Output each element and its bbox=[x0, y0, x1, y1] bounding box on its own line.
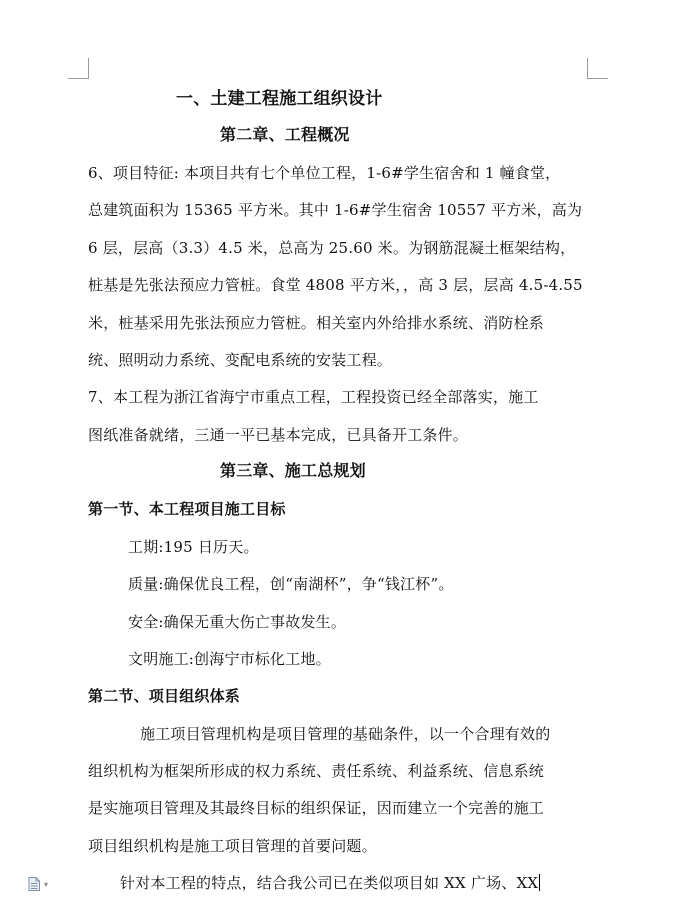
document-icon[interactable] bbox=[28, 877, 40, 891]
goal-item: 安全:确保无重大伤亡事故发生。 bbox=[128, 613, 347, 631]
section-heading: 第二节、项目组织体系 bbox=[88, 687, 241, 705]
paragraph-line: 6、项目特征: 本项目共有七个单位工程，1-6#学生宿舍和 1 幢食堂， bbox=[88, 164, 561, 182]
paragraph-line-with-cursor[interactable] bbox=[120, 873, 540, 893]
goal-item: 文明施工:创海宁市标化工地。 bbox=[128, 650, 331, 668]
paragraph-line: 是实施项目管理及其最终目标的组织保证，因而建立一个完善的施工 bbox=[88, 799, 545, 817]
paragraph-line: 施工项目管理机构是项目管理的基础条件，以一个合理有效的 bbox=[140, 725, 551, 743]
crop-mark-top-right bbox=[587, 58, 608, 79]
section-heading: 第一节、本工程项目施工目标 bbox=[88, 500, 286, 518]
paragraph-text: 针对本工程的特点，结合我公司已在类似项目如 XX 广场、XX bbox=[120, 874, 539, 892]
paragraph-line: 项目组织机构是施工项目管理的首要问题。 bbox=[88, 837, 377, 855]
crop-mark-top-left bbox=[68, 58, 89, 79]
paragraph-line: 桩基是先张法预应力管桩。食堂 4808 平方米，，高 3 层，层高 4.5-4.55 bbox=[88, 276, 583, 294]
document-title: 一、土建工程施工组织设计 bbox=[176, 89, 383, 109]
paragraph-line: 统、照明动力系统、变配电系统的安装工程。 bbox=[88, 351, 393, 369]
text-cursor bbox=[539, 874, 540, 891]
goal-item: 工期:195 日历天。 bbox=[128, 538, 259, 556]
chevron-down-icon[interactable]: ▾ bbox=[44, 880, 49, 889]
chapter-heading: 第三章、施工总规划 bbox=[220, 461, 366, 480]
chapter-heading: 第二章、工程概况 bbox=[220, 125, 350, 144]
goal-item: 质量:确保优良工程，创“南湖杯”，争“钱江杯”。 bbox=[128, 575, 454, 593]
paragraph-line: 总建筑面积为 15365 平方米。其中 1-6#学生宿舍 10557 平方米，高为 bbox=[88, 201, 583, 219]
paragraph-line: 米，桩基采用先张法预应力管桩。相关室内外给排水系统、消防栓系 bbox=[88, 314, 545, 332]
paragraph-line: 图纸准备就绪，三通一平已基本完成，已具备开工条件。 bbox=[88, 426, 469, 444]
paragraph-line: 6 层，层高（3.3）4.5 米，总高为 25.60 米。为钢筋混凝土框架结构， bbox=[88, 239, 576, 257]
paragraph-line: 组织机构为框架所形成的权力系统、责任系统、利益系统、信息系统 bbox=[88, 762, 545, 780]
paragraph-line: 7、本工程为浙江省海宁市重点工程，工程投资已经全部落实，施工 bbox=[88, 388, 539, 406]
